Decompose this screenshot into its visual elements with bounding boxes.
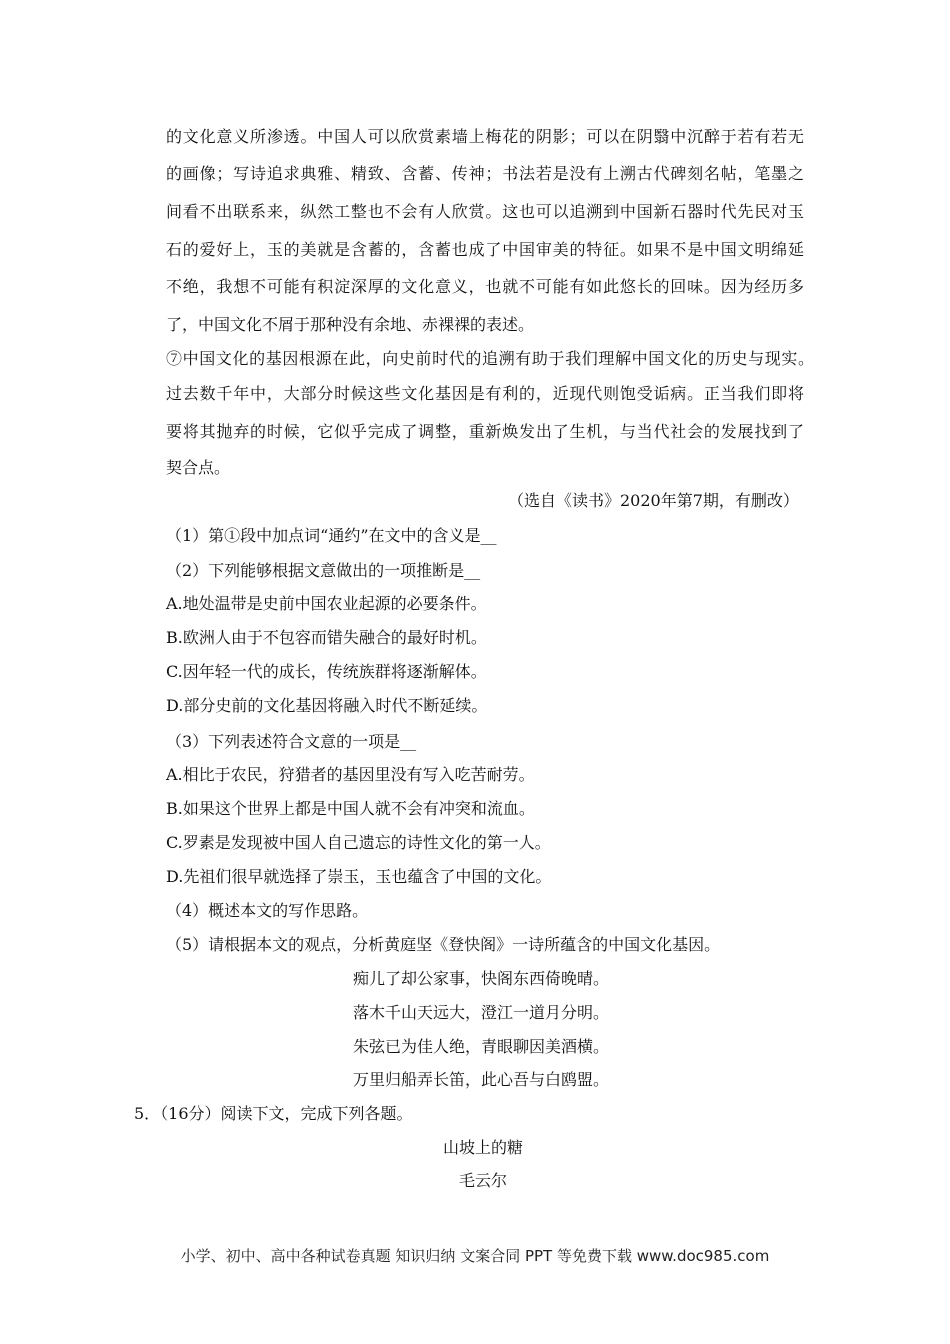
question-1: （1）第①段中加点词“通约”在文中的含义是__ [166,526,497,545]
text-line: 契合点。 [166,458,231,477]
poem-line: 痴儿了却公家事，快阁东西倚晚晴。 [353,969,610,988]
option: C.罗素是发现被中国人自己遗忘的诗性文化的第一人。 [166,833,551,852]
source-citation: （选自《读书》2020年第7期，有删改） [508,491,799,510]
option: D.先祖们很早就选择了崇玉，玉也蕴含了中国的文化。 [166,867,552,886]
question-3: （3）下列表述符合文意的一项是__ [166,732,417,751]
text-line: 要将其抛弃的时候，它似乎完成了调整，重新焕发出了生机，与当代社会的发展找到了 [166,422,804,441]
question-heading: 5．（16分）阅读下文，完成下列各题。 [134,1104,413,1123]
poem-line: 万里归船弄长笛，此心吾与白鸥盟。 [353,1070,610,1089]
text-line: 间看不出联系来，纵然工整也不会有人欣赏。这也可以追溯到中国新石器时代先民对玉 [166,202,804,221]
poem-line: 落木千山天远大，澄江一道月分明。 [353,1003,610,1022]
text-line: 石的爱好上，玉的美就是含蓄的，含蓄也成了中国审美的特征。如果不是中国文明绵延 [166,240,804,259]
footer-watermark: 小学、初中、高中各种试卷真题 知识归纳 文案合同 PPT 等免费下载 www.doc985.com [180,1247,770,1265]
text-line: 的画像；写诗追求典雅、精致、含蓄、传神；书法若是没有上溯古代碑刻名帖，笔墨之 [166,164,804,183]
option: D.部分史前的文化基因将融入时代不断延续。 [166,696,488,715]
option: B.欧洲人由于不包容而错失融合的最好时机。 [166,628,487,647]
text-line: 不绝，我想不可能有积淀深厚的文化意义，也就不可能有如此悠长的回味。因为经历多 [166,277,804,296]
text-line: 的文化意义所渗透。中国人可以欣赏素墙上梅花的阴影；可以在阴翳中沉醉于若有若无 [166,127,804,146]
text-line: 了，中国文化不屑于那种没有余地、赤裸裸的表述。 [166,315,535,334]
option: C.因年轻一代的成长，传统族群将逐渐解体。 [166,662,487,681]
question-5: （5）请根据本文的观点，分析黄庭坚《登快阁》一诗所蕴含的中国文化基因。 [166,935,721,954]
poem-line: 朱弦已为佳人绝，青眼聊因美酒横。 [353,1037,610,1056]
option: A.相比于农民，狩猎者的基因里没有写入吃苦耐劳。 [166,765,535,784]
article-author: 毛云尔 [458,1171,507,1190]
text-line: ⑦中国文化的基因根源在此，向史前时代的追溯有助于我们理解中国文化的历史与现实。 [166,349,814,368]
option: A.地处温带是史前中国农业起源的必要条件。 [166,594,487,613]
article-title: 山坡上的糖 [442,1138,523,1157]
text-line: 过去数千年中，大部分时候这些文化基因是有利的，近现代则饱受诟病。正当我们即将 [166,384,804,403]
question-2: （2）下列能够根据文意做出的一项推断是__ [166,561,481,580]
question-4: （4）概述本文的写作思路。 [166,901,369,920]
option: B.如果这个世界上都是中国人就不会有冲突和流血。 [166,799,535,818]
